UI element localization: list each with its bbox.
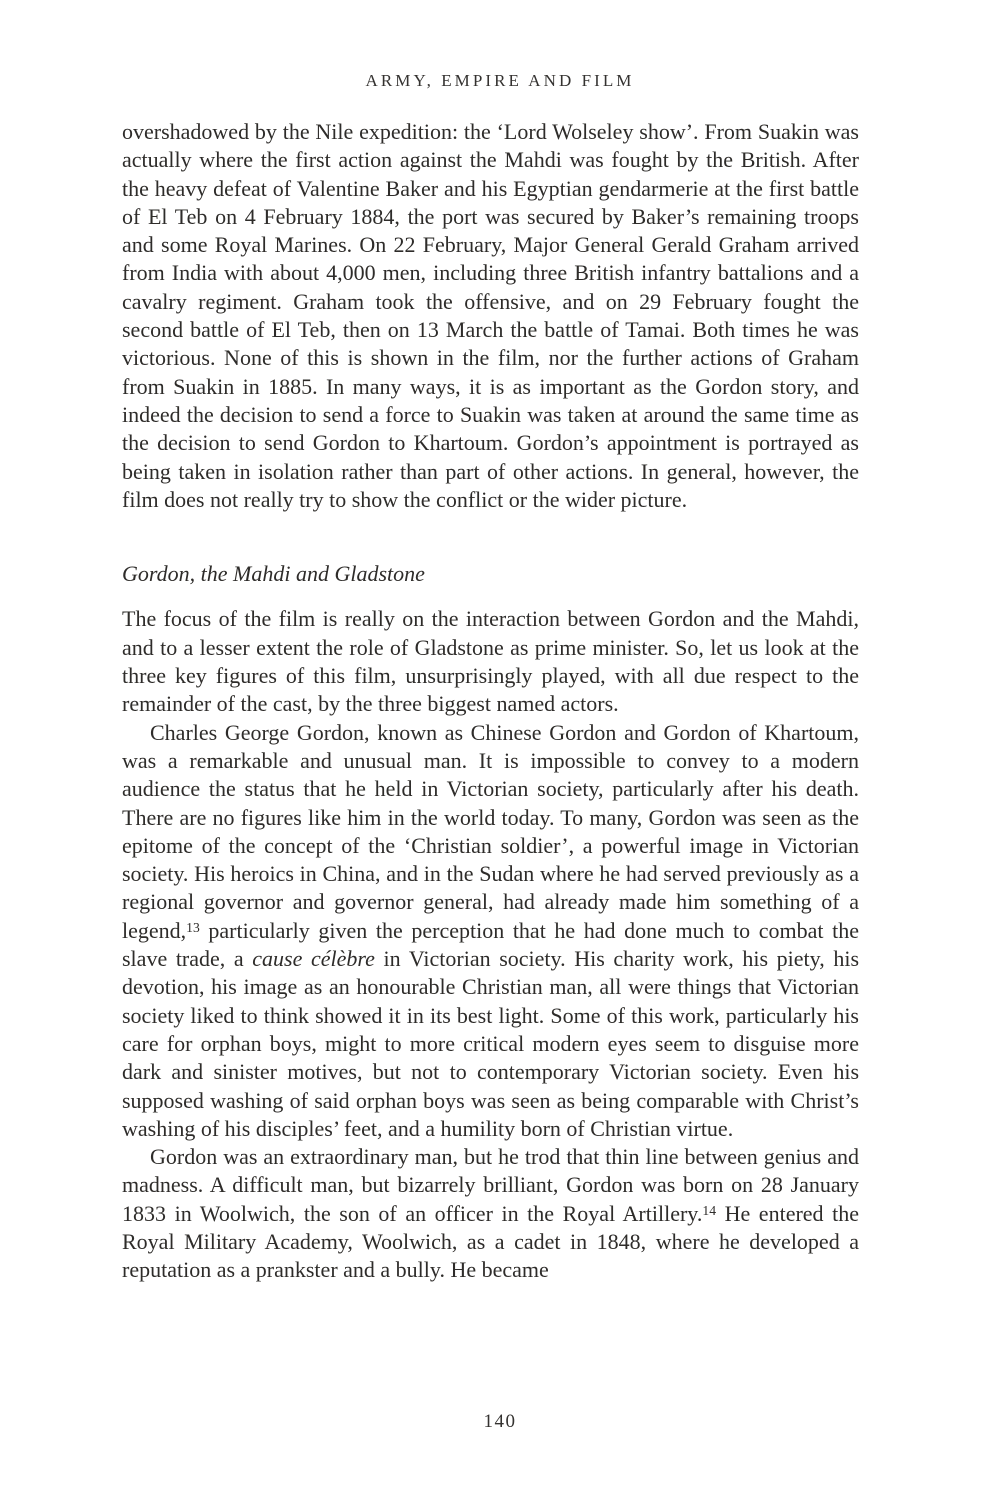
running-head: ARMY, EMPIRE AND FILM	[365, 71, 635, 90]
text-block	[122, 118, 859, 1285]
paragraph	[122, 719, 859, 1143]
page-number: 140	[483, 1411, 517, 1432]
paragraph	[122, 1143, 859, 1284]
paragraph-text: in Victorian society. His charity work, his piety, his devotion, his image as an honourable Christian man, all were things that Victorian society liked to think showed it in its best light. Some of this work, particularly his care for orphan boys, might to more critical modern eyes seem to disguise more dark and sinister motives, but not to contemporary Victorian society. Even his supposed washing of said orphan boys was seen as being comparable with Christ’s washing of his disciples’ feet, and a humility born of Christian virtue.	[122, 946, 859, 1141]
paragraph-text: particularly given the perception that he had done much to combat the slave trade, a	[122, 917, 859, 972]
paragraph-text: Gordon was an extraordinary man, but he trod that thin line between genius and madness. A difficult man, but bizarrely brilliant, Gordon was born on 28 January 1833 in Woolwich, the son of an officer in the Royal Artillery.	[122, 1144, 859, 1226]
footnote-marker-13: 13	[186, 919, 200, 935]
paragraph-continuation: overshadowed by the Nile expedition: the ‘Lord Wolseley show’. From Suakin was actually where the first action against the Mahdi was fought by the British. After the heavy defeat of Valentine Baker and his Egyptian gendarmerie at the first battle of El Teb on 4 February 1884, the port was secured by Baker’s remaining troops and some Royal Marines. On 22 February, Major General Gerald Graham arrived from India with about 4,000 men, including three British infantry battalions and a cavalry regiment. Graham took the offensive, and on 29 February fought the second battle of El Teb, then on 13 March the battle of Tamai. Both times he was victorious. None of this is shown in the film, nor the further actions of Graham from Suakin in 1885. In many ways, it is as important as the Gordon story, and indeed the decision to send a force to Suakin was taken at around the same time as the decision to send Gordon to Khartoum. Gordon’s appointment is portrayed as being taken in isolation rather than part of other actions. In general, however, the film does not really try to show the conflict or the wider picture.	[122, 119, 859, 512]
section-heading: Gordon, the Mahdi and Gladstone	[122, 561, 425, 587]
italic-phrase: cause célèbre	[252, 946, 375, 972]
paragraph-text: He entered the Royal Military Academy, Woolwich, as a cadet in 1848, where he developed a reputation as a prankster and a bully. He became	[122, 1200, 859, 1283]
paragraph: The focus of the film is really on the interaction between Gordon and the Mahdi, and to a lesser extent the role of Gladstone as prime minister. So, let us look at the three key figures of this film, unsurprisingly played, with all due respect to the remainder of the cast, by the three biggest named actors.	[122, 606, 859, 717]
paragraph-text: Charles George Gordon, known as Chinese Gordon and Gordon of Khartoum, was a remarkable and unusual man. It is impossible to convey to a modern audience the status that he held in Victorian society, particularly after his death. There are no figures like him in the world today. To many, Gordon was seen as the epitome of the concept of the ‘Christian soldier’, a powerful image in Victorian society. His heroics in China, and in the Sudan where he had served previously as a regional governor and governor general, had already made him something of a legend,	[122, 719, 859, 943]
footnote-marker-14: 14	[702, 1202, 716, 1218]
